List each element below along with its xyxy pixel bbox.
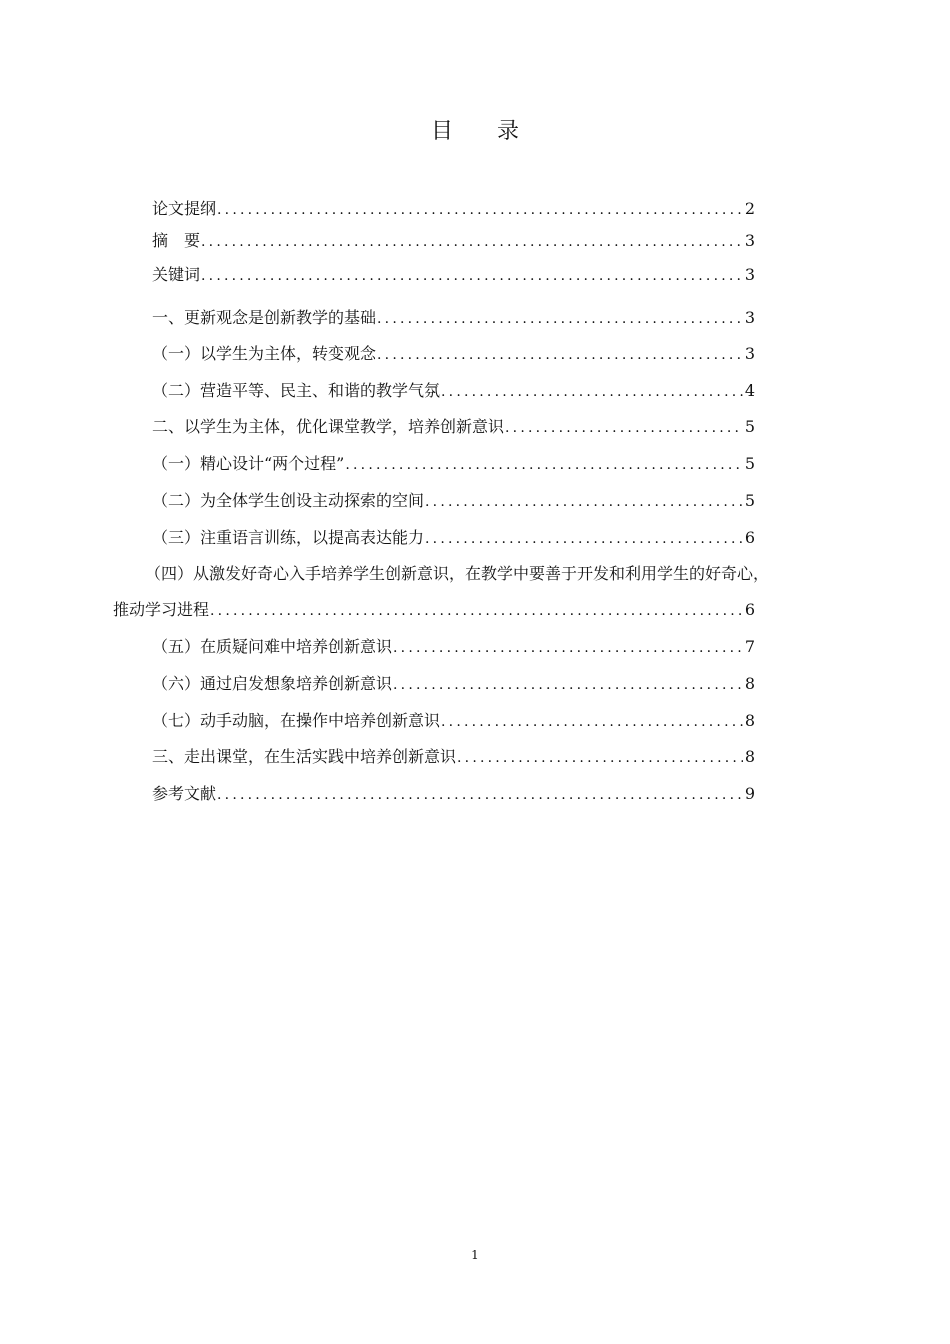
toc-entry-keywords[interactable] — [152, 263, 755, 287]
toc-entry-page: 8 — [744, 711, 755, 730]
toc-entry-section-2-4-line1[interactable]: （四）从激发好奇心入手培养学生创新意识，在教学中要善于开发和利用学生的好奇心， — [145, 564, 770, 583]
toc-entry-section-1-2[interactable] — [152, 379, 755, 403]
toc-entry-page: 3 — [744, 308, 755, 327]
toc-entry-outline[interactable] — [152, 197, 755, 221]
toc-entry-section-1-1[interactable] — [152, 342, 755, 366]
toc-entry-text: 一、更新观念是创新教学的基础 — [152, 308, 377, 327]
toc-entry-section-2-6[interactable] — [152, 672, 755, 696]
toc-leader-dots — [441, 380, 743, 404]
toc-entry-text: 关键词 — [152, 265, 201, 284]
toc-entry-section-2-7[interactable] — [152, 709, 755, 733]
toc-entry-text: 参考文献 — [152, 784, 217, 803]
toc-entry-page: 3 — [744, 231, 755, 250]
toc-entry-section-1[interactable] — [152, 306, 755, 330]
toc-leader-dots — [377, 343, 743, 367]
toc-entry-page: 8 — [744, 674, 755, 693]
toc-entry-section-2-5[interactable] — [152, 635, 755, 659]
toc-entry-page: 6 — [744, 528, 755, 547]
toc-leader-dots — [393, 673, 743, 697]
toc-leader-dots — [377, 307, 743, 331]
toc-entry-section-2-1[interactable] — [152, 452, 755, 476]
toc-entry-abstract[interactable] — [152, 229, 755, 253]
toc-entry-text: 二、以学生为主体，优化课堂教学，培养创新意识 — [152, 417, 505, 436]
toc-entry-section-3[interactable] — [152, 745, 755, 769]
toc-entry-page: 8 — [744, 747, 755, 766]
toc-entry-section-2-3[interactable] — [152, 526, 755, 550]
toc-entry-text: 推动学习进程 — [113, 600, 210, 619]
toc-entry-text: （五）在质疑问难中培养创新意识 — [152, 637, 393, 656]
toc-entry-text: 论文提纲 — [152, 199, 217, 218]
toc-entry-text: （一）精心设计“两个过程” — [152, 454, 345, 473]
toc-leader-dots — [201, 264, 743, 288]
toc-entry-section-2[interactable] — [152, 415, 755, 439]
toc-entry-page: 3 — [744, 344, 755, 363]
toc-entry-page: 6 — [744, 600, 755, 619]
toc-entry-page: 2 — [744, 199, 755, 218]
toc-entry-text: 三、走出课堂，在生活实践中培养创新意识 — [152, 747, 457, 766]
toc-entry-text: （三）注重语言训练，以提高表达能力 — [152, 528, 425, 547]
toc-leader-dots — [393, 636, 743, 660]
toc-leader-dots — [217, 198, 743, 222]
toc-entry-page: 5 — [744, 491, 755, 510]
toc-leader-dots — [217, 783, 743, 807]
toc-leader-dots — [201, 230, 743, 254]
toc-leader-dots — [505, 416, 743, 440]
toc-leader-dots — [441, 710, 743, 734]
toc-entry-page: 5 — [744, 454, 755, 473]
toc-entry-page: 9 — [744, 784, 755, 803]
toc-entry-text: （二）为全体学生创设主动探索的空间 — [152, 491, 425, 510]
toc-entry-section-2-4[interactable] — [113, 598, 755, 622]
toc-entry-page: 5 — [744, 417, 755, 436]
toc-entry-text: （二）营造平等、民主、和谐的教学气氛 — [152, 381, 441, 400]
toc-leader-dots — [425, 527, 743, 551]
toc-entry-page: 7 — [744, 637, 755, 656]
toc-entry-text: （六）通过启发想象培养创新意识 — [152, 674, 393, 693]
toc-entry-text: 摘 要 — [152, 231, 201, 250]
toc-entry-page: 4 — [744, 381, 755, 400]
toc-entry-text: （七）动手动脑，在操作中培养创新意识 — [152, 711, 441, 730]
toc-entry-page: 3 — [744, 265, 755, 284]
page-title: 目 录 — [430, 119, 519, 144]
toc-entry-references[interactable] — [152, 782, 755, 806]
toc-leader-dots — [425, 490, 743, 514]
toc-entry-text: （一）以学生为主体，转变观念 — [152, 344, 377, 363]
toc-leader-dots — [345, 453, 742, 477]
toc-entry-section-2-2[interactable] — [152, 489, 755, 513]
toc-leader-dots — [210, 599, 743, 623]
page-number: 1 — [471, 1248, 479, 1262]
toc-leader-dots — [457, 746, 743, 770]
